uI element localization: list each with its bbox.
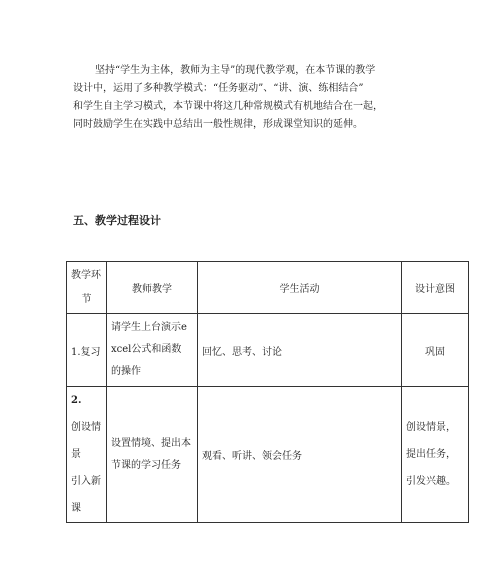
header-stage: 教学环 节	[67, 262, 107, 314]
intro-paragraph	[73, 62, 403, 134]
cell-student: 回忆、思考、讨论	[198, 314, 402, 387]
table-row	[67, 387, 469, 523]
section-heading: 五、教学过程设计	[73, 214, 161, 227]
paragraph-line: 同时鼓励学生在实践中总结出一般性规律，形成课堂知识的延伸。	[73, 119, 363, 130]
header-student: 学生活动	[198, 262, 402, 314]
cell-teacher: 设置情境、提出本 节课的学习任务	[107, 387, 198, 523]
cell-stage: 1.复习	[67, 314, 107, 387]
teaching-process-table	[66, 261, 469, 523]
paragraph-line: 设计中，运用了多种教学模式：“任务驱动”、“讲、演、练相结合”	[73, 83, 364, 94]
table-row	[67, 314, 469, 387]
cell-teacher: 请学生上台演示e xcel公式和函数 的操作	[107, 314, 198, 387]
header-intent: 设计意图	[402, 262, 469, 314]
cell-student: 观看、听讲、领会任务	[198, 387, 402, 523]
cell-intent: 巩固	[402, 314, 469, 387]
paragraph-line: 坚持“学生为主体，教师为主导”的现代教学观，在本节课的教学	[95, 65, 376, 76]
table-header-row	[67, 262, 469, 314]
cell-intent: 创设情景， 提出任务， 引发兴趣。	[402, 387, 469, 523]
cell-stage: 2. 创设情 景 引入新 课	[67, 387, 107, 523]
header-teacher: 教师教学	[107, 262, 198, 314]
paragraph-line: 和学生自主学习模式，本节课中将这几种常规模式有机地结合在一起，	[73, 101, 383, 112]
